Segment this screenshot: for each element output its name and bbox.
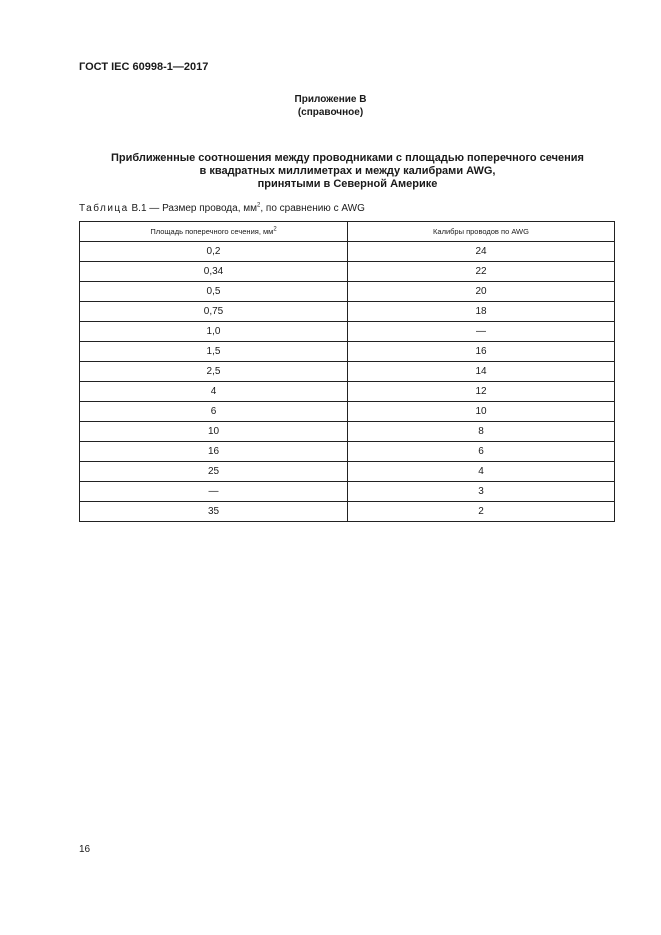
cell-cross-section: 25 (80, 462, 348, 482)
title-line-1: Приближенные соотношения между проводниками с площадью поперечного сечения (111, 152, 584, 164)
table-row (80, 362, 615, 382)
cell-awg: 14 (348, 362, 615, 382)
cell-cross-section: — (80, 482, 348, 502)
cell-cross-section: 0,75 (80, 302, 348, 322)
annex-type: (справочное) (297, 107, 364, 118)
table-row (80, 262, 615, 282)
wire-size-table (79, 221, 615, 522)
table-body (80, 242, 615, 522)
cell-awg: 22 (348, 262, 615, 282)
table-row (80, 402, 615, 422)
table-caption (79, 203, 365, 214)
cell-awg: 18 (348, 302, 615, 322)
cell-cross-section: 6 (80, 402, 348, 422)
caption-number: В.1 (131, 203, 147, 214)
cell-awg: 2 (348, 502, 615, 522)
cell-cross-section: 0,34 (80, 262, 348, 282)
table-row (80, 342, 615, 362)
col-header-cross-section: Площадь поперечного сечения, $мм^2$ (80, 222, 348, 242)
table-row (80, 302, 615, 322)
cell-awg: — (348, 322, 615, 342)
cell-cross-section: 1,5 (80, 342, 348, 362)
cell-cross-section: 0,2 (80, 242, 348, 262)
cell-awg: 12 (348, 382, 615, 402)
caption-text-end: , по сравнению с AWG (260, 203, 365, 214)
table-header-row (80, 222, 615, 242)
table-row (80, 502, 615, 522)
table-row (80, 282, 615, 302)
caption-text: — Размер провода, мм (146, 203, 258, 214)
cell-cross-section: 0,5 (80, 282, 348, 302)
title-line-3: принятыми в Северной Америке (257, 178, 438, 190)
cell-awg: 20 (348, 282, 615, 302)
cell-awg: 6 (348, 442, 615, 462)
table-row (80, 382, 615, 402)
caption-superscript: 2 (257, 202, 261, 209)
document-id: ГОСТ IEC 60998-1—2017 (79, 61, 209, 73)
cell-cross-section: 16 (80, 442, 348, 462)
page-number: 16 (79, 844, 91, 855)
cell-awg: 24 (348, 242, 615, 262)
table-row (80, 482, 615, 502)
table-row (80, 442, 615, 462)
caption-prefix: Таблица (79, 203, 129, 214)
cell-cross-section: 10 (80, 422, 348, 442)
table-row (80, 422, 615, 442)
cell-cross-section: 4 (80, 382, 348, 402)
table-row (80, 462, 615, 482)
cell-awg: 4 (348, 462, 615, 482)
annex-title (60, 152, 635, 191)
cell-awg: 10 (348, 402, 615, 422)
annex-heading (0, 93, 661, 119)
cell-awg: 8 (348, 422, 615, 442)
title-line-2: в квадратных миллиметрах и между калибрами AWG, (199, 165, 496, 177)
cell-cross-section: 35 (80, 502, 348, 522)
cell-awg: 3 (348, 482, 615, 502)
cell-cross-section: 1,0 (80, 322, 348, 342)
annex-label: Приложение В (294, 94, 367, 105)
table-row (80, 322, 615, 342)
table-row (80, 242, 615, 262)
cell-cross-section: 2,5 (80, 362, 348, 382)
col-header-awg: Калибры проводов по AWG (348, 222, 615, 242)
cell-awg: 16 (348, 342, 615, 362)
